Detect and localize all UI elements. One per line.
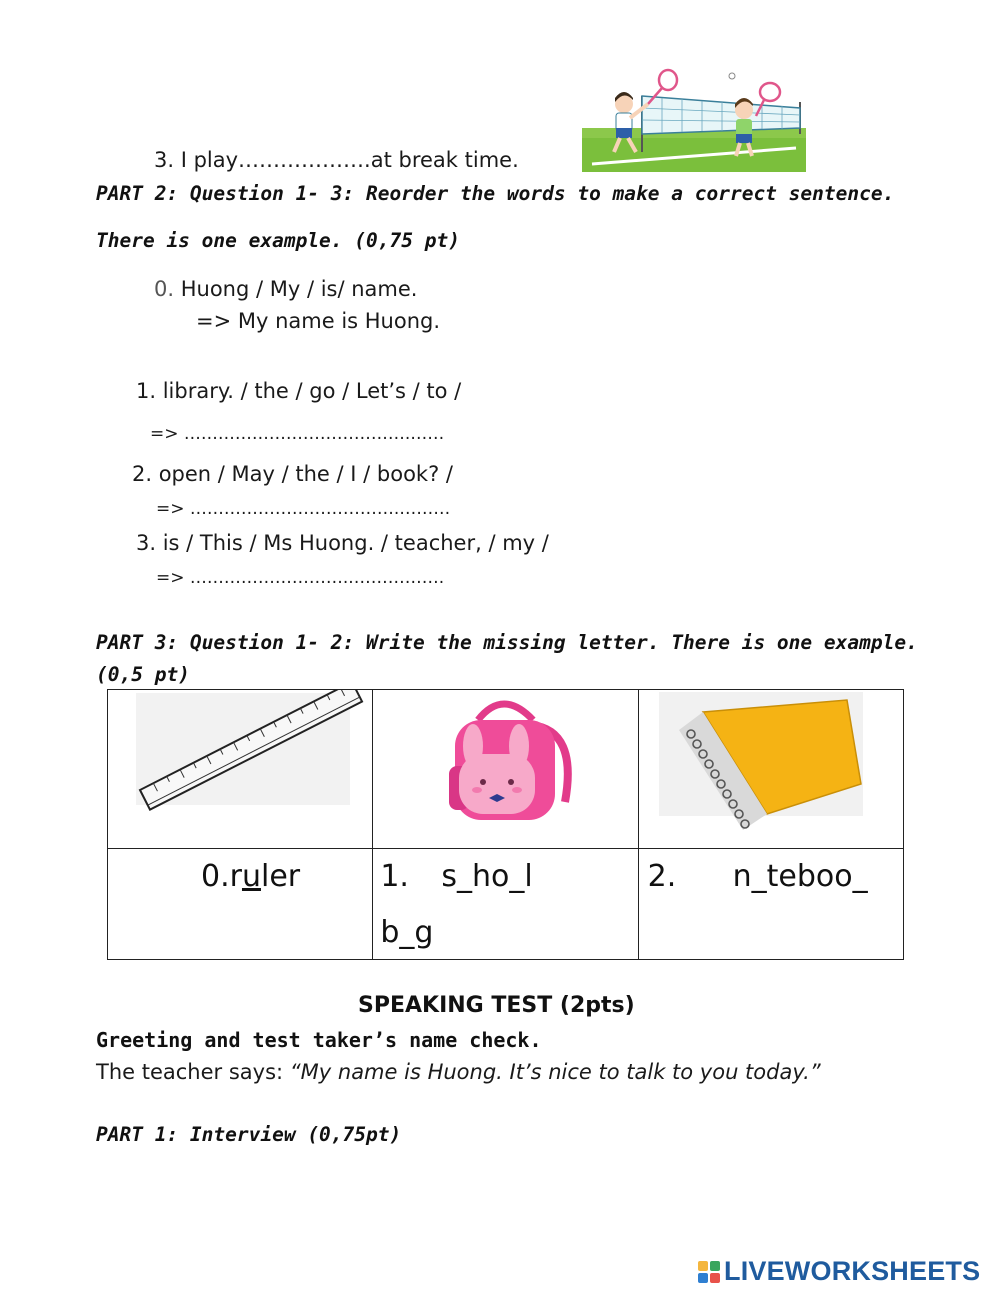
example-number: 0. [154,277,175,301]
teacher-says [96,1060,821,1084]
part2-item-2-prompt: 2. open / May / the / I / book? / [132,462,453,486]
notebook-image [639,690,903,844]
example-word-start: 0.r [201,859,242,894]
word-cell-example [108,849,373,960]
part2-subtitle: There is one example. (0,75 pt) [96,229,460,252]
part3-title: PART 3: Question 1- 2: Write the missing letter. There is one example. [96,631,918,654]
example-word [201,859,300,894]
part3-points: (0,5 pt) [96,663,190,686]
speaking-title: SPEAKING TEST (2pts) [358,993,635,1018]
teacher-says-label: The teacher says: [96,1060,290,1084]
ruler-image-cell [108,690,373,849]
part2-title: PART 2: Question 1- 3: Reorder the words to make a correct sentence. [96,182,895,205]
school-bag-image [373,690,637,844]
word-1-number: 1. [380,859,409,894]
part2-item-2-answer[interactable]: => ……………………………….……… [156,499,451,519]
missing-letter-table [107,689,904,960]
logo-mark-icon [698,1261,720,1283]
word-2-line1[interactable]: n_teboo_ [732,859,868,894]
speaking-part1-title: PART 1: Interview (0,75pt) [96,1123,402,1146]
part2-item-3-prompt: 3. is / This / Ms Huong. / teacher, / my / [136,531,549,555]
word-cell-1 [373,849,638,960]
liveworksheets-logo [698,1256,980,1287]
logo-text: LIVEWORKSHEETS [724,1256,981,1286]
word-1-line2[interactable]: b_g [380,915,434,950]
part1-question-3: 3. I play……………….at break time. [154,148,519,172]
part2-item-1-prompt: 1. library. / the / go / Let’s / to / [136,379,462,403]
part2-example-prompt [154,277,417,301]
word-1-line1[interactable]: s_ho_l [441,859,533,894]
word-cell-2 [638,849,903,960]
ruler-image [108,690,372,844]
teacher-quote: “My name is Huong. It’s nice to talk to you today.” [289,1060,821,1084]
part2-item-3-answer[interactable]: => ………………………..……………. [156,568,445,588]
notebook-image-cell [638,690,903,849]
example-words: Huong / My / is/ name. [174,277,418,301]
speaking-greeting: Greeting and test taker’s name check. [96,1028,542,1052]
example-word-end: ler [260,859,301,894]
school-bag-image-cell [373,690,638,849]
part2-example-answer: => My name is Huong. [196,309,441,333]
part2-item-1-answer[interactable]: => ………………………………….…… [150,424,445,444]
badminton-illustration [582,68,806,172]
word-2-number: 2. [647,859,677,894]
example-missing-letter: u [241,859,261,894]
